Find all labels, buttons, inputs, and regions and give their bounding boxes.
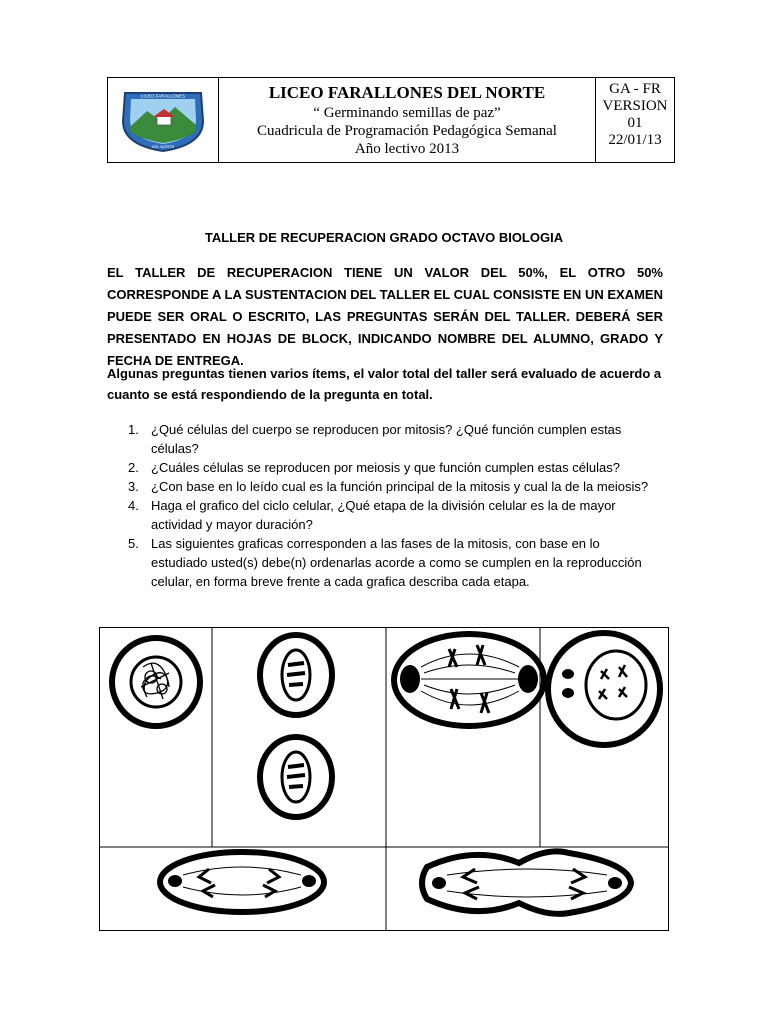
question-text: ¿Cuáles células se reproducen por meiosis y que función cumplen estas células? [151,460,620,475]
cell-diagram-daughter-bottom [260,737,332,817]
cell-diagram-interphase [112,638,200,726]
school-logo [108,78,219,162]
question-number: 3. [128,479,139,494]
question-number: 2. [128,460,139,475]
code-line: 01 [627,115,643,131]
school-name: LICEO FARALLONES DEL NORTE [268,83,546,102]
question-item [128,477,658,496]
page-title: TALLER DE RECUPERACION GRADO OCTAVO BIOLOGIA [204,230,564,245]
code-line: GA - FR [609,81,661,97]
logo-text-top: LICEO FARALLONES [140,93,186,99]
document-code [596,78,674,162]
school-motto: “ Germinando semillas de paz” [313,105,501,121]
code-line: 22/01/13 [608,132,662,148]
question-item [128,420,658,458]
question-item [128,458,658,477]
question-item [128,534,658,591]
header-table [107,77,675,163]
cell-diagram-telophase [422,851,631,914]
question-text: Las siguientes graficas corresponden a las fases de la mitosis, con base en lo estudiado usted(s) debe(n) ordenarlas acorde a como se cumplen en la reproducción celular, en forma breve frente a cada grafica describa cada etapa. [151,536,642,589]
question-item [128,496,658,534]
code-line: VERSION [602,98,668,114]
question-list [128,420,658,591]
cell-diagram-daughter-top [260,635,332,715]
question-text: Haga el grafico del ciclo celular, ¿Qué etapa de la división celular es la de mayor actividad y mayor duración? [151,498,616,532]
school-year: Año lectivo 2013 [354,141,460,157]
header-center [219,78,596,162]
cell-diagram-metaphase [394,634,544,726]
cell-diagram-anaphase [160,852,324,912]
logo-text-bottom: DEL NORTE [151,144,175,149]
mitosis-phases-figure [99,627,669,931]
note-paragraph: Algunas preguntas tienen varios ítems, el valor total del taller será evaluado de acuerdo a cuanto se está respondiendo de la pregunta en total. [107,366,662,402]
question-text: ¿Con base en lo leído cual es la función principal de la mitosis y cual la de la meiosis? [151,479,649,494]
question-number: 1. [128,422,139,437]
question-text: ¿Qué células del cuerpo se reproducen por mitosis? ¿Qué función cumplen estas células? [151,422,622,456]
question-number: 5. [128,536,139,551]
cell-diagram-prophase [548,633,660,745]
header-subtitle: Cuadricula de Programación Pedagógica Semanal [257,123,557,139]
question-number: 4. [128,498,139,513]
intro-paragraph: EL TALLER DE RECUPERACION TIENE UN VALOR DEL 50%, EL OTRO 50% CORRESPONDE A LA SUSTENTACION DEL TALLER EL CUAL CONSISTE EN UN EXAMEN PUEDE SER ORAL O ESCRITO, LAS PREGUNTAS SERÁN DEL TALLER. DEBERÁ SER PRESENTADO EN HOJAS DE BLOCK, INDICANDO NOMBRE DEL ALUMNO, GRADO Y FECHA DE ENTREGA. [107,265,663,368]
